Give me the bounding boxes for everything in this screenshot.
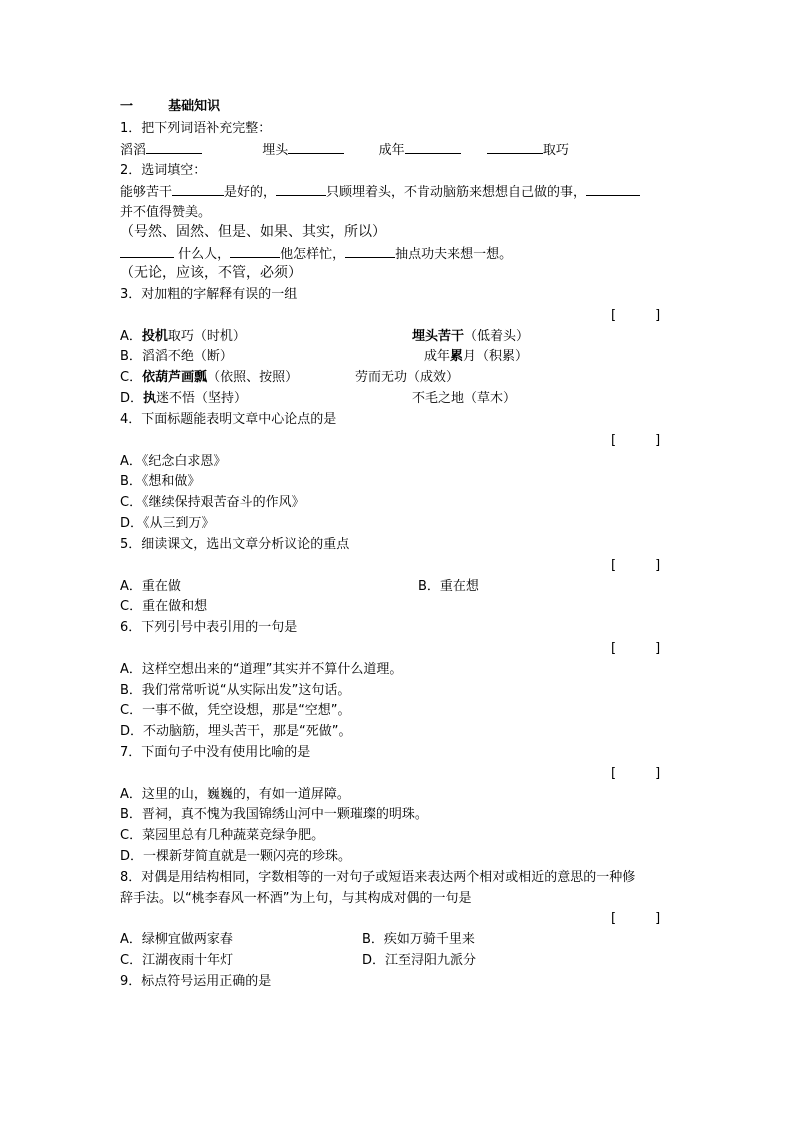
q6-option-a[interactable]: A．这样空想出来的“道理”其实并不算什么道理。 bbox=[120, 662, 403, 677]
fill-blank[interactable] bbox=[487, 141, 543, 154]
q6-option-b[interactable]: B．我们常常听说“从实际出发”这句话。 bbox=[120, 683, 351, 698]
option-label: D． bbox=[120, 391, 144, 406]
q2-prompt: 2．选词填空： bbox=[120, 163, 207, 178]
q3-option-a-right bbox=[412, 328, 529, 345]
bold-text: 依葫芦画瓢 bbox=[142, 370, 208, 385]
bold-text: 累 bbox=[450, 349, 464, 364]
fill-blank[interactable] bbox=[230, 245, 280, 258]
fill-blank[interactable] bbox=[586, 183, 640, 196]
q5-option-a[interactable]: A．重在做 bbox=[120, 579, 181, 594]
q3-prompt: 3．对加粗的字解释有误的一组 bbox=[120, 287, 298, 302]
q2-text: 只顾埋着头，不肯动脑筋来想想自己做的事， bbox=[326, 185, 587, 200]
answer-bracket[interactable]: [ ] bbox=[611, 433, 661, 448]
bold-text: 埋头苦干 bbox=[412, 329, 465, 344]
q1-word-3: 成年 bbox=[378, 143, 405, 158]
q8-option-c[interactable]: C．江湖夜雨十年灯 bbox=[120, 953, 234, 968]
q5-option-c[interactable]: C．重在做和想 bbox=[120, 599, 208, 614]
section-heading bbox=[120, 98, 220, 115]
q6-prompt: 6．下列引号中表引用的一句是 bbox=[120, 620, 298, 635]
answer-bracket[interactable]: [ ] bbox=[611, 766, 661, 781]
q6-option-d[interactable]: D．不动脑筋，埋头苦干，那是“死做”。 bbox=[120, 724, 352, 739]
answer-bracket[interactable]: [ ] bbox=[611, 558, 661, 573]
q4-prompt: 4．下面标题能表明文章中心论点的是 bbox=[120, 412, 337, 427]
q7-option-c[interactable]: C．菜园里总有几种蔬菜竞绿争肥。 bbox=[120, 828, 325, 843]
fill-blank[interactable] bbox=[120, 245, 174, 258]
fill-blank[interactable] bbox=[146, 141, 202, 154]
q2-options-1: （号然、固然、但是、如果、其实，所以） bbox=[120, 224, 386, 240]
q7-prompt: 7．下面句子中没有使用比喻的是 bbox=[120, 745, 311, 760]
q4-option-c[interactable]: C．《继续保持艰苦奋斗的作风》 bbox=[120, 495, 305, 510]
q5-option-b[interactable]: B．重在想 bbox=[418, 579, 479, 594]
q3-option-a[interactable] bbox=[120, 328, 246, 345]
q1-word-1: 滔滔 bbox=[120, 143, 147, 158]
fill-blank[interactable] bbox=[345, 245, 395, 258]
q6-option-c[interactable]: C．一事不做，凭空设想，那是“空想”。 bbox=[120, 703, 351, 718]
q2-sentence-2 bbox=[120, 245, 512, 263]
q3-option-d[interactable] bbox=[120, 390, 247, 407]
q3-option-c[interactable] bbox=[120, 369, 298, 386]
q9-prompt: 9．标点符号运用正确的是 bbox=[120, 974, 272, 989]
q3-option-c-right: 劳而无功（成效） bbox=[355, 370, 460, 385]
fill-blank[interactable] bbox=[172, 183, 224, 196]
option-label: C． bbox=[120, 370, 143, 385]
q1-prompt: 1．把下列词语补充完整： bbox=[120, 121, 272, 136]
q3-option-b-right bbox=[424, 348, 528, 365]
fill-blank[interactable] bbox=[405, 141, 461, 154]
q1-word-4: 取巧 bbox=[542, 143, 569, 158]
q7-option-d[interactable]: D．一棵新芽简直就是一颗闪亮的珍珠。 bbox=[120, 849, 352, 864]
option-text: 迷不悟（坚持） bbox=[156, 391, 248, 406]
q2-text: 什么人， bbox=[174, 247, 231, 262]
q2-text: 抽点功夫来想一想。 bbox=[395, 247, 513, 262]
q8-prompt-line-1: 8．对偶是用结构相同，字数相等的一对句子或短语来表达两个相对或相近的意思的一种修 bbox=[120, 870, 636, 885]
option-text: 成年 bbox=[424, 349, 451, 364]
q2-text: 他怎样忙， bbox=[280, 247, 346, 262]
q8-prompt-line-2: 辞手法。以“桃李春风一杯酒”为上句，与其构成对偶的一句是 bbox=[120, 891, 472, 906]
q2-sentence-1-end: 并不值得赞美。 bbox=[120, 205, 212, 220]
q8-option-d[interactable]: D．江至浔阳九派分 bbox=[362, 953, 477, 968]
q1-word-2: 埋头 bbox=[262, 143, 289, 158]
q3-option-b[interactable]: B．滔滔不绝（断） bbox=[120, 349, 233, 364]
bold-text: 执 bbox=[143, 391, 157, 406]
q8-option-b[interactable]: B．疾如万骑千里来 bbox=[362, 932, 475, 947]
q4-option-d[interactable]: D．《从三到万》 bbox=[120, 516, 215, 531]
section-title: 基础知识 bbox=[168, 99, 221, 114]
q1-blanks bbox=[120, 141, 569, 159]
q2-text: 是好的， bbox=[224, 185, 277, 200]
q7-option-a[interactable]: A．这里的山，巍巍的，有如一道屏障。 bbox=[120, 787, 350, 802]
q4-option-a[interactable]: A．《纪念白求恩》 bbox=[120, 454, 227, 469]
q4-option-b[interactable]: B．《想和做》 bbox=[120, 474, 201, 489]
q3-option-d-right: 不毛之地（草木） bbox=[412, 391, 517, 406]
q8-option-a[interactable]: A．绿柳宜做两家春 bbox=[120, 932, 233, 947]
q2-text: 能够苦干 bbox=[120, 185, 173, 200]
option-text: （依照、按照） bbox=[207, 370, 299, 385]
q7-option-b[interactable]: B．晋祠，真不愧为我国锦绣山河中一颗璀璨的明珠。 bbox=[120, 807, 428, 822]
answer-bracket[interactable]: [ ] bbox=[611, 308, 661, 323]
q2-sentence-1 bbox=[120, 183, 640, 201]
answer-bracket[interactable]: [ ] bbox=[611, 641, 661, 656]
bold-text: 投机 bbox=[141, 329, 168, 344]
fill-blank[interactable] bbox=[288, 141, 344, 154]
option-text: 取巧（时机） bbox=[167, 329, 246, 344]
answer-bracket[interactable]: [ ] bbox=[611, 911, 661, 926]
option-label: A． bbox=[120, 329, 142, 344]
option-text: （低着头） bbox=[464, 329, 530, 344]
q2-options-2: （无论，应该，不管，必须） bbox=[120, 265, 302, 281]
section-number: 一 bbox=[120, 99, 134, 114]
q5-prompt: 5．细读课文，选出文章分析议论的重点 bbox=[120, 537, 350, 552]
option-text: 月（积累） bbox=[463, 349, 529, 364]
fill-blank[interactable] bbox=[276, 183, 326, 196]
